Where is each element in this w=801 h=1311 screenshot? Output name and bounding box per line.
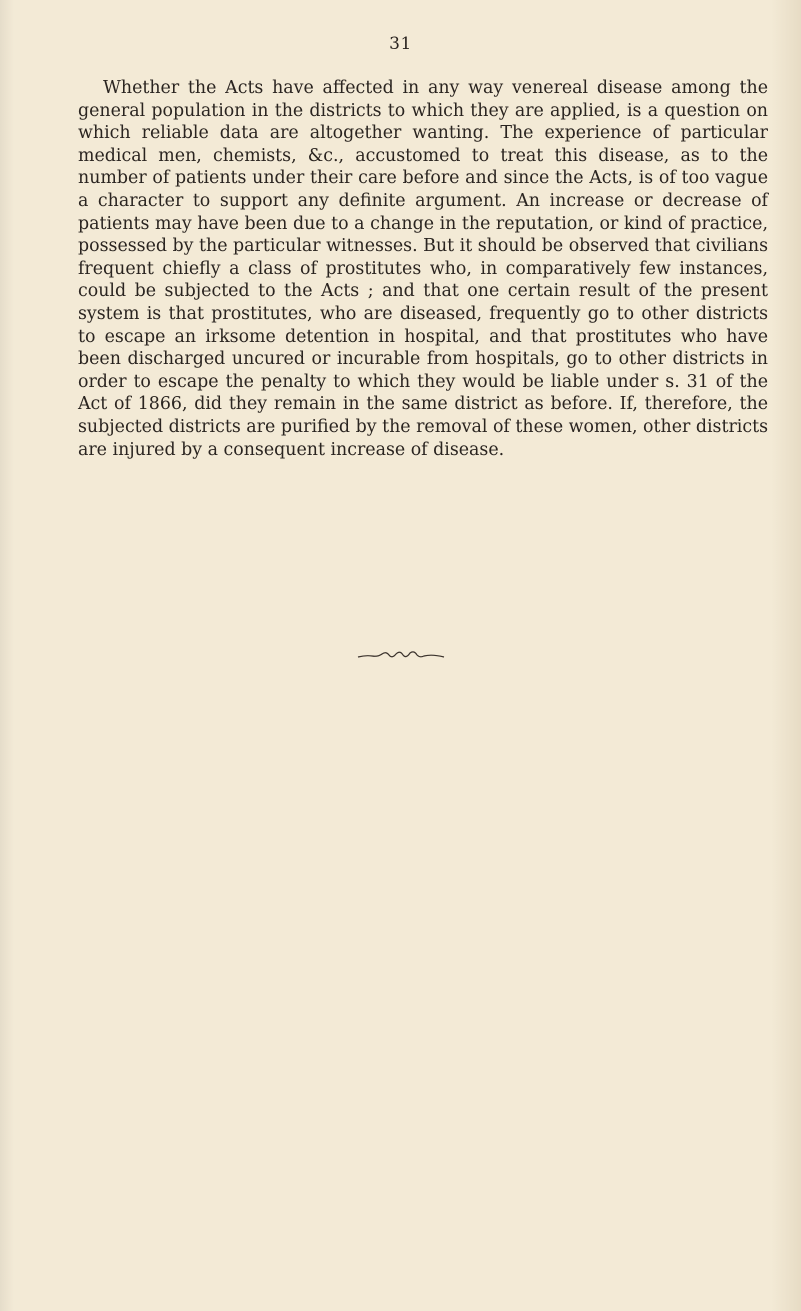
page-number: 31 bbox=[389, 34, 412, 54]
flourish-icon bbox=[356, 648, 446, 662]
body-paragraph: Whether the Acts have affected in any way venereal disease among the general population in the districts to which they are applied, is a question on which reliable data are altogether wanting. The experience of particular medical men, chemists, &c., accustomed to treat this disease, as to the number of patients under their care before and since the Acts, is of too vague a character to support any definite argument. An increase or decrease of patients may have been due to a change in the reputation, or kind of practice, possessed by the particular witnesses. But it should be observed that civilians frequent chiefly a class of prostitutes who, in comparatively few instances, could be subjected to the Acts ; and that one certain result of the present system is that prostitutes, who are diseased, frequently go to other districts to escape an irksome detention in hospital, and that prostitutes who have been discharged uncured or incurable from hospitals, go to other districts in order to escape the penalty to which they would be liable under s. 31 of the Act of 1866, did they remain in the same district as before. If, therefore, the subjected districts are purified by the removal of these women, other districts are injured by a consequent increase of disease. bbox=[78, 78, 768, 460]
section-end-ornament bbox=[0, 648, 801, 665]
